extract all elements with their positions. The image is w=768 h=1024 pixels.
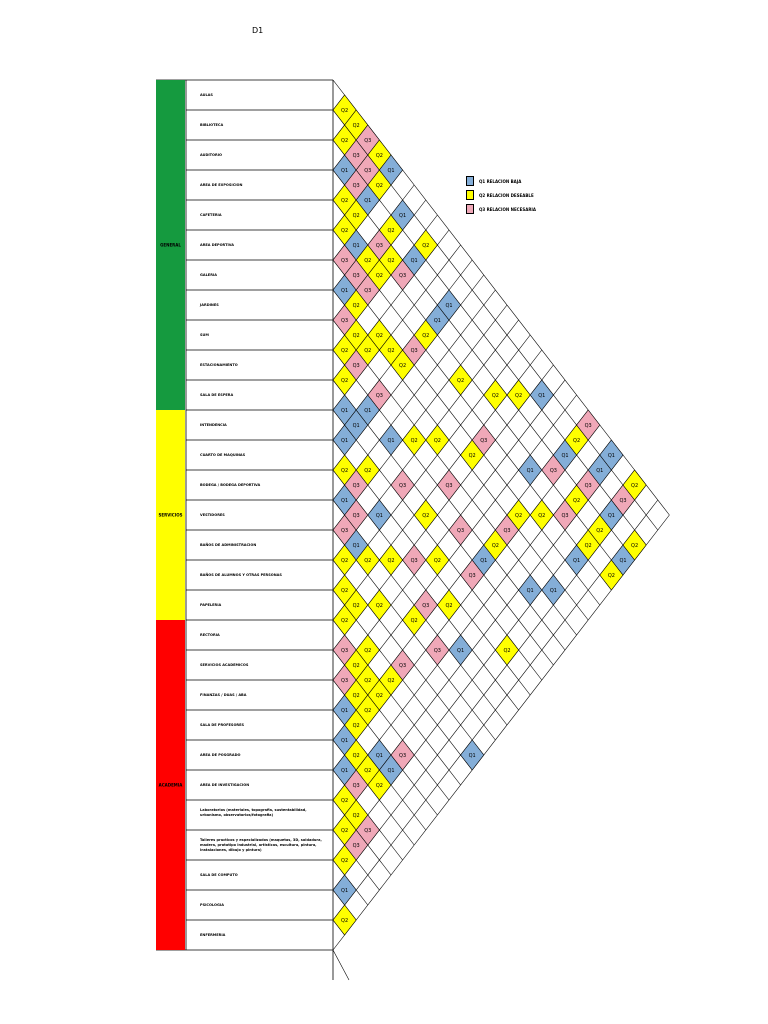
category-label: ACADEMIA (158, 782, 183, 788)
matrix-cell-label: Q2 (387, 228, 395, 234)
matrix-cell-label: Q2 (515, 513, 523, 519)
matrix-cell-label: Q2 (364, 708, 372, 714)
legend-label-q3: Q3 RELACION NECESARIA (479, 206, 536, 212)
matrix-cell-label: Q3 (619, 498, 627, 504)
row-label: GALERIA (200, 272, 217, 277)
matrix-cell-label: Q1 (526, 588, 534, 594)
matrix-cell-label: Q1 (607, 453, 615, 459)
matrix-cell-label: Q3 (352, 183, 360, 189)
matrix-cell-label: Q2 (410, 438, 418, 444)
matrix-cell-label: Q2 (364, 258, 372, 264)
matrix-cell-label: Q3 (352, 363, 360, 369)
matrix-cell-label: Q2 (364, 768, 372, 774)
matrix-cell-label: Q3 (364, 138, 372, 144)
matrix-cell-label: Q3 (352, 513, 360, 519)
matrix-cell-label: Q2 (352, 723, 360, 729)
matrix-cell-label: Q2 (503, 648, 511, 654)
matrix-cell-label: Q3 (364, 288, 372, 294)
matrix-cell-label: Q2 (375, 273, 383, 279)
matrix-cell-label: Q2 (352, 123, 360, 129)
row-label: AUDITORIO (200, 152, 222, 157)
matrix-cell-label: Q1 (341, 888, 349, 894)
matrix-cell-label: Q3 (375, 393, 383, 399)
matrix-cell-label: Q3 (341, 258, 349, 264)
matrix-cell-label: Q2 (375, 183, 383, 189)
matrix-cell-label: Q2 (433, 438, 441, 444)
matrix-cell-label: Q2 (387, 258, 395, 264)
matrix-cell-label: Q3 (352, 843, 360, 849)
row-label: SALA DE ESPERA (200, 392, 234, 397)
matrix-cell-label: Q1 (341, 768, 349, 774)
matrix-cell-label: Q2 (375, 333, 383, 339)
matrix-cell-label: Q3 (422, 603, 430, 609)
matrix-cell-label: Q1 (341, 498, 349, 504)
matrix-cell-label: Q2 (422, 513, 430, 519)
matrix-cell-label: Q2 (375, 783, 383, 789)
matrix-cell-label: Q3 (364, 828, 372, 834)
row-label: ESTACIONAMIENTO (200, 362, 238, 367)
matrix-cell-label: Q2 (341, 588, 349, 594)
matrix-cell-label: Q1 (538, 393, 546, 399)
matrix-cell-label: Q3 (584, 423, 592, 429)
matrix-cell-label: Q2 (468, 453, 476, 459)
matrix-cell-label: Q1 (387, 768, 395, 774)
matrix-cell-label: Q3 (352, 273, 360, 279)
matrix-cell-label: Q1 (341, 708, 349, 714)
matrix-cell-label: Q1 (352, 423, 360, 429)
matrix-cell-label: Q2 (352, 663, 360, 669)
matrix-cell-label: Q1 (549, 588, 557, 594)
row-label: AREA DE INVESTIGACION (200, 782, 250, 787)
matrix-cell-label: Q2 (387, 558, 395, 564)
matrix-cell-label: Q3 (375, 243, 383, 249)
matrix-cell-label: Q2 (364, 678, 372, 684)
matrix-cell-label: Q2 (352, 693, 360, 699)
matrix-cell-label: Q3 (457, 528, 465, 534)
matrix-cell-label: Q2 (631, 483, 639, 489)
matrix-cell-label: Q3 (341, 528, 349, 534)
matrix-cell-label: Q2 (515, 393, 523, 399)
matrix-cell-label: Q1 (341, 408, 349, 414)
category-label: SERVICIOS (158, 512, 183, 518)
row-label: AREA DE POSGRADO (200, 752, 241, 757)
row-label: AREA DE EXPOSICION (200, 182, 243, 187)
matrix-cell-label: Q3 (468, 573, 476, 579)
matrix-cell-label: Q3 (399, 753, 407, 759)
row-label: JARDINES (200, 302, 219, 307)
matrix-cell-label: Q3 (445, 483, 453, 489)
matrix-cell-label: Q3 (561, 513, 569, 519)
category-label: GENERAL (160, 242, 181, 248)
matrix-cell-label: Q1 (561, 453, 569, 459)
matrix-cell-label: Q3 (399, 663, 407, 669)
matrix-cell-label: Q1 (468, 753, 476, 759)
matrix-cell-label: Q3 (399, 483, 407, 489)
matrix-cell-label: Q2 (364, 468, 372, 474)
matrix-cell-label: Q2 (352, 303, 360, 309)
matrix-cell-label: Q2 (341, 348, 349, 354)
row-label: BIBLIOTECA (200, 122, 224, 127)
matrix-cell-label: Q2 (584, 543, 592, 549)
matrix-cell-label: Q2 (457, 378, 465, 384)
matrix-cell-label: Q1 (364, 408, 372, 414)
matrix-cell-label: Q2 (352, 213, 360, 219)
matrix-cell-label: Q2 (607, 573, 615, 579)
matrix-cell-label: Q1 (352, 543, 360, 549)
matrix-cell-label: Q2 (341, 618, 349, 624)
matrix-cell-label: Q3 (503, 528, 511, 534)
matrix-cell-label: Q3 (480, 438, 488, 444)
matrix-cell-label: Q2 (341, 198, 349, 204)
matrix-cell-label: Q2 (352, 603, 360, 609)
matrix-cell-label: Q2 (341, 228, 349, 234)
row-label: RECTORIA (200, 632, 220, 637)
matrix-cell-label: Q2 (387, 348, 395, 354)
matrix-cell-label: Q1 (457, 648, 465, 654)
matrix-cell-label: Q2 (422, 333, 430, 339)
matrix-cell-label: Q2 (341, 378, 349, 384)
row-label: SUM (200, 332, 209, 337)
matrix-cell-label: Q2 (573, 498, 581, 504)
row-label: INTENDENCIA (200, 422, 227, 427)
matrix-cell-label: Q2 (387, 678, 395, 684)
row-label: SALA DE COMPUTO (200, 872, 238, 877)
matrix-cell-label: Q2 (433, 558, 441, 564)
matrix-cell-label: Q2 (364, 348, 372, 354)
matrix-cell-label: Q2 (631, 543, 639, 549)
matrix-cell-label: Q3 (341, 648, 349, 654)
matrix-cell-label: Q2 (352, 753, 360, 759)
matrix-cell-label: Q2 (341, 108, 349, 114)
matrix-cell-label: Q3 (341, 678, 349, 684)
matrix-cell-label: Q1 (410, 258, 418, 264)
matrix-cell-label: Q1 (445, 303, 453, 309)
legend-label-q1: Q1 RELACION BAJA (479, 178, 522, 184)
matrix-cell-label: Q1 (573, 558, 581, 564)
row-label: Laboratorios (materiales, topografia, sustentabilidad, urbanismo, observatorios/fotografia) (200, 807, 307, 817)
row-label: AREA DEPORTIVA (200, 242, 234, 247)
matrix-cell-label: Q2 (538, 513, 546, 519)
matrix-cell-label: Q2 (375, 153, 383, 159)
matrix-cell-label: Q2 (341, 858, 349, 864)
matrix-cell-label: Q3 (364, 168, 372, 174)
row-label: BAÑOS DE ADMINISTRACION (200, 542, 257, 547)
legend-label-q2: Q2 RELACION DESEABLE (479, 192, 534, 198)
matrix-cell-label: Q2 (596, 528, 604, 534)
matrix-cell-label: Q2 (573, 438, 581, 444)
matrix-cell-label: Q2 (341, 468, 349, 474)
row-label: AULAS (200, 92, 213, 97)
matrix-cell-label: Q1 (341, 438, 349, 444)
matrix-cell-label: Q1 (341, 168, 349, 174)
row-label: BODEGA / BODEGA DEPORTIVA (200, 482, 261, 487)
row-label: CUARTO DE MAQUINAS (200, 452, 246, 457)
matrix-cell-label: Q1 (375, 513, 383, 519)
matrix-cell-label: Q2 (352, 333, 360, 339)
matrix-grid-line (333, 950, 349, 980)
matrix-cell-label: Q1 (375, 753, 383, 759)
matrix-cell-label: Q1 (607, 513, 615, 519)
row-label: FINANZAS / DUAS / ABA (200, 692, 247, 697)
row-label: BAÑOS DE ALUMNOS Y OTRAS PERSONAS (200, 572, 282, 577)
matrix-cell-label: Q1 (352, 243, 360, 249)
matrix-cell-label: Q2 (364, 558, 372, 564)
matrix-cell-label: Q2 (341, 798, 349, 804)
row-label: SALA DE PROFESORES (200, 722, 245, 727)
matrix-cell-label: Q2 (410, 618, 418, 624)
row-label: PAPELERIA (200, 602, 222, 607)
matrix-cell-label: Q2 (341, 918, 349, 924)
matrix-cell-label: Q1 (387, 438, 395, 444)
matrix-cell-label: Q2 (375, 693, 383, 699)
row-label: ENFERMERIA (200, 932, 226, 937)
matrix-cell-label: Q1 (341, 738, 349, 744)
matrix-cell-label: Q2 (352, 813, 360, 819)
row-label: CAFETERIA (200, 212, 222, 217)
matrix-cell-label: Q2 (375, 603, 383, 609)
matrix-cell-label: Q1 (387, 168, 395, 174)
matrix-cell-label: Q3 (341, 318, 349, 324)
row-label: PSICOLOGIA (200, 902, 224, 907)
matrix-cell-label: Q1 (433, 318, 441, 324)
row-label: VESTIDORES (200, 512, 225, 517)
page-title: D1 (252, 26, 264, 35)
matrix-cell-label: Q3 (352, 783, 360, 789)
matrix-cell-label: Q3 (410, 348, 418, 354)
matrix-cell-label: Q3 (549, 468, 557, 474)
matrix-cell-label: Q1 (399, 213, 407, 219)
matrix-cell-label: Q2 (399, 363, 407, 369)
matrix-cell-label: Q3 (410, 558, 418, 564)
matrix-cell-label: Q2 (341, 138, 349, 144)
matrix-cell-label: Q2 (445, 603, 453, 609)
row-label: Talleres practicos y especializados (maquetas, 3D, soldadura, madera, prototipo industrial, artisticas, escultura, pintura, instalaciones, dibujo y pintura) (200, 837, 322, 852)
matrix-cell-label: Q3 (433, 648, 441, 654)
matrix-cell-label: Q2 (341, 828, 349, 834)
row-label: SERVICIOS ACADEMICOS (200, 662, 249, 667)
matrix-cell-label: Q3 (584, 483, 592, 489)
matrix-cell-label: Q2 (364, 648, 372, 654)
matrix-cell-label: Q3 (399, 273, 407, 279)
matrix-cell-label: Q2 (491, 393, 499, 399)
matrix-cell-label: Q1 (526, 468, 534, 474)
matrix-cell-label: Q3 (352, 153, 360, 159)
matrix-cell-label: Q2 (491, 543, 499, 549)
matrix-cell-label: Q1 (619, 558, 627, 564)
matrix-cell-label: Q1 (596, 468, 604, 474)
matrix-cell-label: Q1 (480, 558, 488, 564)
matrix-cell-label: Q2 (341, 558, 349, 564)
matrix-cell-label: Q3 (352, 483, 360, 489)
matrix-cell-label: Q1 (341, 288, 349, 294)
matrix-cell-label: Q2 (422, 243, 430, 249)
matrix-cell-label: Q1 (364, 198, 372, 204)
